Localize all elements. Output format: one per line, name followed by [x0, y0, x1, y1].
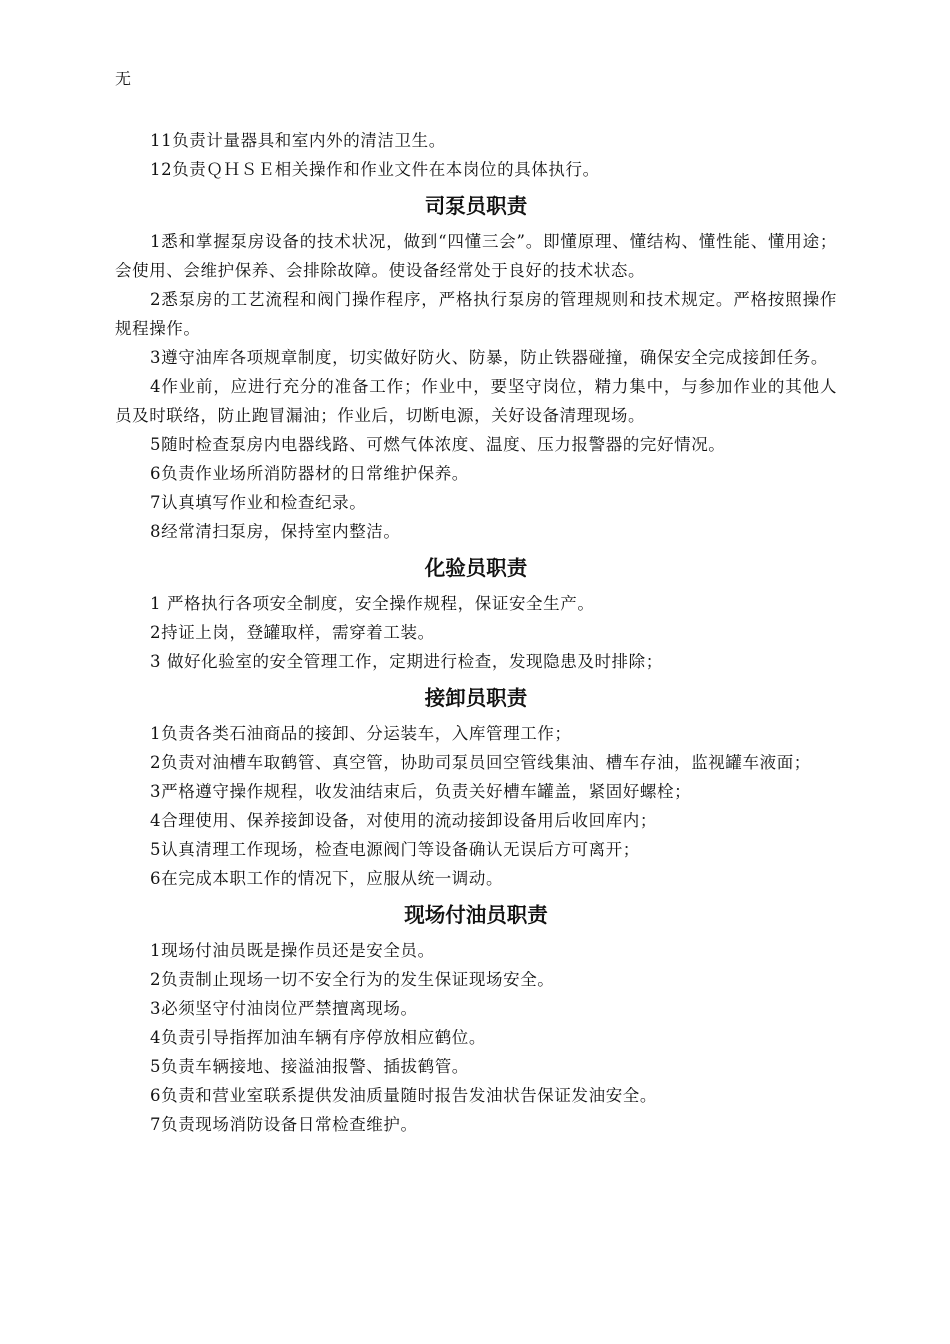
- duty-item: 2负责制止现场一切不安全行为的发生保证现场安全。: [150, 970, 555, 989]
- duty-item: 4作业前，应进行充分的准备工作；作业中，要坚守岗位，精力集中，与参加作业的其他人员及时联络，防止跑冒漏油；作业后，切断电源，关好设备清理现场。: [115, 377, 837, 425]
- header-mark: 无: [115, 69, 132, 88]
- duty-item: 2持证上岗，登罐取样，需穿着工装。: [150, 623, 435, 642]
- duty-item: 4合理使用、保养接卸设备，对使用的流动接卸设备用后收回库内；: [150, 811, 657, 830]
- duty-item: 3严格遵守操作规程，收发油结束后，负责关好槽车罐盖，紧固好螺栓；: [150, 782, 692, 801]
- duty-item: 5负责车辆接地、接溢油报警、插拔鹤管。: [150, 1057, 469, 1076]
- duty-item: 1负责各类石油商品的接卸、分运装车，入库管理工作；: [150, 724, 572, 743]
- duty-item: 6负责作业场所消防器材的日常维护保养。: [150, 464, 469, 483]
- duty-item: 3必须坚守付油岗位严禁擅离现场。: [150, 999, 418, 1018]
- section-title: 化验员职责: [424, 556, 528, 580]
- duty-item: 1 严格执行各项安全制度，安全操作规程，保证安全生产。: [150, 594, 595, 613]
- duty-item: 3遵守油库各项规章制度，切实做好防火、防暴，防止铁器碰撞，确保安全完成接卸任务。: [150, 348, 828, 367]
- duty-item: 5随时检查泵房内电器线路、可燃气体浓度、温度、压力报警器的完好情况。: [150, 435, 726, 454]
- duty-item: 7认真填写作业和检查纪录。: [150, 493, 367, 512]
- duty-item: 6负责和营业室联系提供发油质量随时报告发油状告保证发油安全。: [150, 1086, 657, 1105]
- section-title: 司泵员职责: [424, 194, 528, 218]
- duty-item: 2负责对油槽车取鹤管、真空管，协助司泵员回空管线集油、槽车存油，监视罐车液面；: [150, 753, 811, 772]
- section-unloading-operator: [115, 684, 837, 893]
- duty-item: 7负责现场消防设备日常检查维护。: [150, 1115, 418, 1134]
- section-lab-technician: [115, 554, 837, 676]
- duty-item: 1悉和掌握泵房设备的技术状况，做到“四懂三会”。即懂原理、懂结构、懂性能、懂用途；会使用、会维护保养、会排除故障。使设备经常处于良好的技术状态。: [115, 232, 837, 280]
- document-body: [115, 126, 837, 1139]
- section-title: 现场付油员职责: [404, 903, 548, 927]
- duty-item: 11负责计量器具和室内外的清洁卫生。: [150, 131, 446, 150]
- section-pump-operator: [115, 192, 837, 546]
- section-onsite-dispatcher: [115, 901, 837, 1139]
- intro-block: [115, 126, 837, 184]
- duty-item: 3 做好化验室的安全管理工作，定期进行检查，发现隐患及时排除；: [150, 652, 663, 671]
- duty-item: 6在完成本职工作的情况下，应服从统一调动。: [150, 869, 504, 888]
- duty-item: 8经常清扫泵房，保持室内整洁。: [150, 522, 401, 541]
- duty-item: 2悉泵房的工艺流程和阀门操作程序，严格执行泵房的管理规则和技术规定。严格按照操作规程操作。: [115, 290, 837, 338]
- duty-item: 12负责ＱＨＳＥ相关操作和作业文件在本岗位的具体执行。: [150, 160, 600, 179]
- section-title: 接卸员职责: [424, 686, 528, 710]
- duty-item: 5认真清理工作现场，检查电源阀门等设备确认无误后方可离开；: [150, 840, 640, 859]
- duty-item: 1现场付油员既是操作员还是安全员。: [150, 941, 435, 960]
- duty-item: 4负责引导指挥加油车辆有序停放相应鹤位。: [150, 1028, 486, 1047]
